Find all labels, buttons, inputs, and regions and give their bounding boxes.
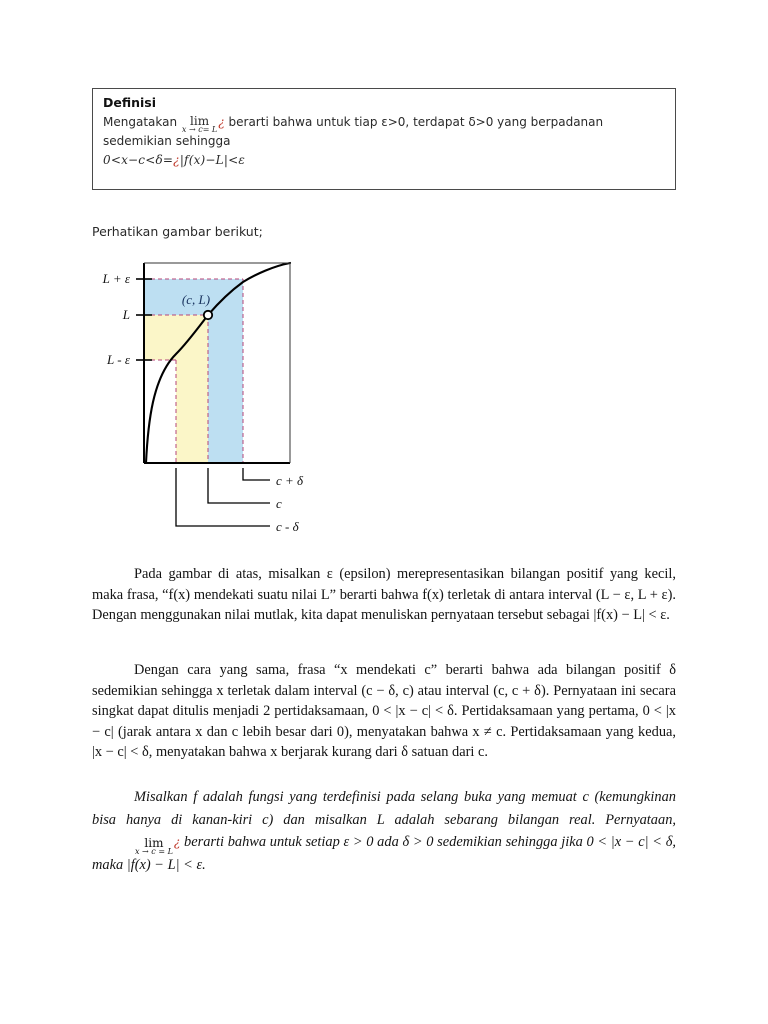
leader-c xyxy=(208,468,270,503)
limit-lim-label: lim xyxy=(190,114,210,128)
intro-text: Perhatikan gambar berikut; xyxy=(92,224,263,239)
limit-placeholder-glyph: ¿ xyxy=(218,115,225,129)
x-label-c: c xyxy=(276,496,282,511)
definition-line1-prefix: Mengatakan xyxy=(103,115,178,129)
paragraph-formal-b: berarti bahwa untuk setiap ε > 0 ada δ > 0 sedemikian sehingga jika 0 < |x − c| < δ, maka |f(x) − L| < ε. xyxy=(92,834,676,873)
epsilon-delta-figure xyxy=(88,252,408,542)
y-label-L: L xyxy=(122,307,130,322)
limit-notation-formal xyxy=(93,837,173,856)
limit-subscript xyxy=(182,126,217,134)
paragraph-epsilon: Pada gambar di atas, misalkan ε (epsilon) merepresentasikan bilangan positif yang kecil, maka frasa, “f(x) mendekati suatu nilai L” berarti bahwa f(x) terletak di antara interval (L − ε, L + ε). Dengan menggunakan nilai mutlak, kita dapat menuliskan pernyataan tersebut sebagai |f(x) − L| < ε. xyxy=(92,566,676,624)
paragraph-delta-text: Dengan cara yang sama, frasa “x mendekati c” berarti bahwa ada bilangan positif δ sedemikian sehingga x terletak dalam interval (c − δ, c) atau interval (c, c + δ). Pernyataan ini secara singkat dapat ditulis menjadi 2 pertidaksamaan, 0 < |x − c| < δ. Pertidaksamaan yang pertama, 0 < |x − c| (jarak antara x dan c lebih besar dari 0), menyatakan bahwa x ≠ c. Pertidaksamaan yang kedua, |x − c| < δ, menyatakan bahwa x berjarak kurang dari δ satuan dari c. xyxy=(92,662,676,761)
definition-line1-suffix: berarti bahwa untuk tiap ε>0, terdapat δ>0 yang berpadanan xyxy=(228,115,604,129)
definition-line-1 xyxy=(103,113,665,132)
definition-title: Definisi xyxy=(103,95,157,110)
formula-part-a: 0<x−c<δ= xyxy=(103,153,174,167)
definition-body xyxy=(103,113,665,170)
point-label-c-L: (c, L) xyxy=(181,292,211,307)
definition-box xyxy=(92,88,676,190)
y-label-L-minus-eps: L - ε xyxy=(107,352,130,367)
leader-c-plus-delta xyxy=(243,468,270,480)
limit-formal-lim-label: lim xyxy=(144,835,164,850)
definition-line-2: sedemikian sehingga xyxy=(103,134,231,148)
delta-band-blue xyxy=(208,279,243,463)
figure-svg xyxy=(88,252,408,542)
formula-placeholder-glyph: ¿ xyxy=(173,153,180,167)
leader-c-minus-delta xyxy=(176,468,270,526)
paragraph-formal-a: Misalkan f adalah fungsi yang terdefinisi pada selang buka yang memuat c (kemungkinan bisa hanya di kanan-kiri c) dan misalkan L adalah sebarang bilangan real. Pernyataan, xyxy=(92,789,676,828)
point-c-L-marker xyxy=(204,311,212,319)
paragraph-formal-definition xyxy=(92,786,676,876)
limit-formal-placeholder-glyph: ¿ xyxy=(173,835,181,850)
limit-sub-approach: x → c xyxy=(181,125,203,134)
x-label-c-plus-delta: c + δ xyxy=(276,473,304,488)
definition-formula xyxy=(103,151,665,170)
formula-part-b: |f(x)−L|<ε xyxy=(179,153,245,167)
limit-sub-tail: = L xyxy=(202,125,218,134)
paragraph-delta xyxy=(92,660,676,763)
x-label-c-minus-delta: c - δ xyxy=(276,519,299,534)
x-leader-lines xyxy=(176,468,270,526)
y-label-L-plus-eps: L + ε xyxy=(102,271,130,286)
limit-formal-subscript: x → c = L xyxy=(135,846,173,856)
limit-notation xyxy=(182,115,217,134)
